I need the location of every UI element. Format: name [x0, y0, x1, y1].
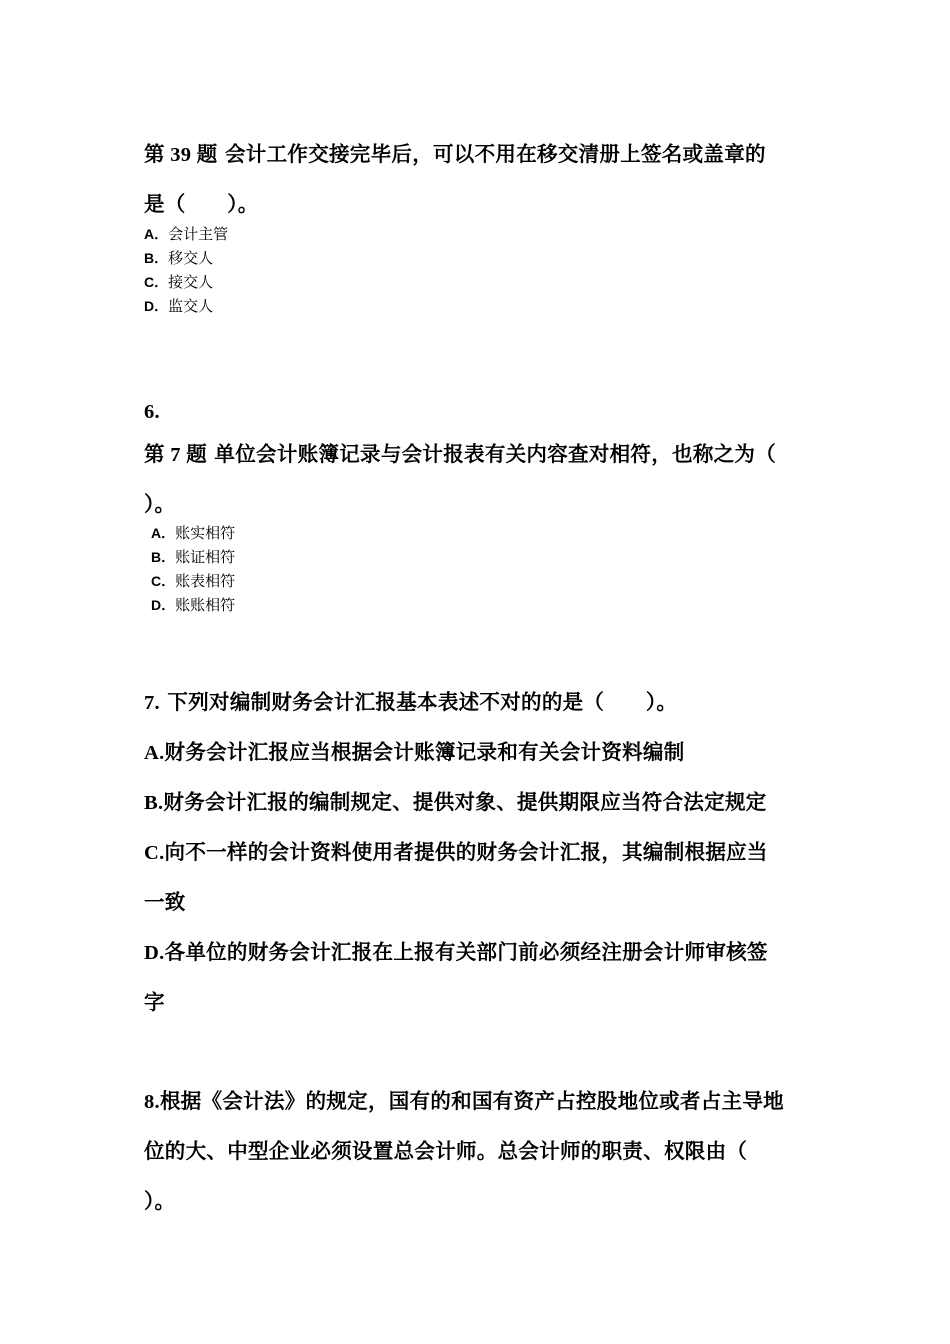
q7-number: 7. — [144, 692, 160, 714]
q6-option-b — [151, 546, 235, 567]
option-label: B. — [144, 792, 164, 814]
q6-option-a — [151, 522, 235, 543]
q6-stem-line2: ）。 — [144, 492, 176, 516]
option-label: C. — [144, 842, 165, 864]
q39-option-c — [144, 271, 213, 292]
q7-stem — [144, 685, 677, 715]
q39-option-b — [144, 247, 213, 268]
q6-subnumber: 第 7 题 — [144, 444, 207, 466]
q6-option-d — [151, 594, 235, 615]
q8-stem-text: 根据《会计法》的规定，国有的和国有资产占控股地位或者占主导地 — [159, 1089, 784, 1113]
option-label: A. — [144, 742, 165, 764]
q6-number: 6. — [144, 401, 160, 423]
option-label: A． — [151, 525, 176, 541]
option-text: 会计主管 — [168, 225, 229, 243]
q8-number: 8. — [144, 1091, 160, 1113]
q6-stem-line1 — [144, 437, 776, 467]
option-label: C． — [144, 274, 169, 290]
q39-option-a — [144, 223, 228, 244]
option-text: 财务会计汇报的编制规定、提供对象、提供期限应当符合法定规定 — [163, 790, 767, 814]
option-label: A． — [144, 226, 169, 242]
option-text: 账表相符 — [175, 572, 236, 590]
option-label: B． — [151, 549, 176, 565]
q7-option-b — [144, 785, 767, 815]
q39-number: 第 39 题 — [144, 144, 218, 166]
q8-stem-line1 — [144, 1084, 784, 1114]
option-text: 各单位的财务会计汇报在上报有关部门前必须经注册会计师审核签 — [164, 940, 768, 964]
option-text: 账实相符 — [175, 524, 236, 542]
option-text: 财务会计汇报应当根据会计账簿记录和有关会计资料编制 — [164, 740, 685, 764]
option-label: C． — [151, 573, 176, 589]
q6-option-c — [151, 570, 235, 591]
q7-option-c-cont: 一致 — [144, 890, 186, 914]
q7-option-c — [144, 835, 768, 865]
option-text: 接交人 — [168, 273, 214, 291]
option-label: D． — [144, 298, 169, 314]
q8-stem-line3: ）。 — [144, 1189, 176, 1213]
option-text: 监交人 — [168, 297, 214, 315]
option-label: B． — [144, 250, 169, 266]
option-text: 移交人 — [168, 249, 214, 267]
option-label: D. — [144, 942, 165, 964]
option-text: 账证相符 — [175, 548, 236, 566]
q6-stem-text: 单位会计账簿记录与会计报表有关内容查对相符，也称之为（ — [207, 442, 777, 466]
q8-stem-line2: 位的大、中型企业必须设置总会计师。总会计师的职责、权限由（ — [144, 1139, 748, 1163]
q39-stem-text: 会计工作交接完毕后，可以不用在移交清册上签名或盖章的 — [217, 142, 766, 166]
option-label: D． — [151, 597, 176, 613]
q39-stem-line2: 是（ ）。 — [144, 192, 259, 216]
q39-option-d — [144, 295, 213, 316]
option-text: 账账相符 — [175, 596, 236, 614]
q7-option-d — [144, 935, 768, 965]
q39-stem-line1 — [144, 137, 766, 167]
q7-option-a — [144, 735, 685, 765]
q7-option-d-cont: 字 — [144, 990, 165, 1014]
q7-stem-text: 下列对编制财务会计汇报基本表述不对的的是（ ）。 — [159, 690, 678, 714]
option-text: 向不一样的会计资料使用者提供的财务会计汇报，其编制根据应当 — [164, 840, 768, 864]
